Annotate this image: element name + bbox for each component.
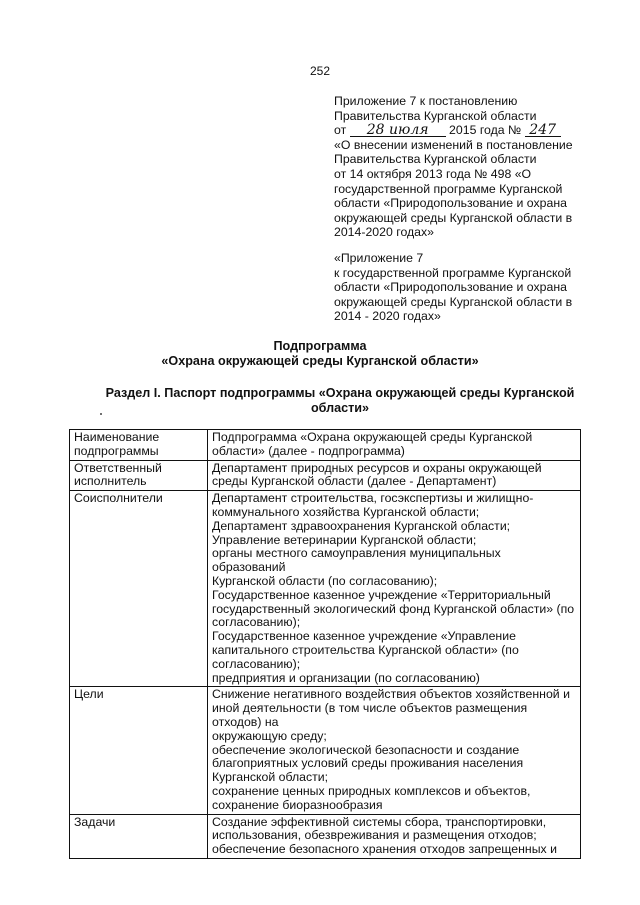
appendix-header (334, 94, 614, 240)
appendix-line: «Приложение 7 (334, 251, 424, 265)
value-line: капитального строительства Курганской области» (по (212, 642, 519, 657)
subprogram-title (0, 339, 640, 369)
appendix-line: Правительства Курганской области (334, 152, 537, 167)
row-value (208, 430, 581, 461)
subprogram-title-line: «Охрана окружающей среды Курганской области» (161, 354, 479, 368)
handwritten-date: 28 июля (350, 124, 446, 137)
value-line: сохранение биоразнообразия (212, 797, 383, 812)
appendix-line: «О внесении изменений в постановление (334, 137, 573, 152)
table-row (70, 430, 581, 461)
from-label: от (334, 123, 347, 138)
row-label (70, 430, 208, 461)
value-line: Снижение негативного воздействия объектов хозяйственной и (212, 687, 570, 702)
appendix-line: окружающей среды Курганской области в (334, 210, 573, 225)
label-line: Наименование (74, 430, 160, 444)
table-row (70, 491, 581, 687)
value-line: предприятия и организации (по согласованию) (212, 670, 480, 685)
value-line: Департамент природных ресурсов и охраны окружающей (212, 460, 542, 475)
row-value (208, 687, 581, 814)
appendix-line: от 14 октября 2013 года № 498 «О (334, 166, 532, 181)
value-line: среды Курганской области (далее - Департамент) (212, 474, 497, 489)
value-line: Департамент здравоохранения Курганской области; (212, 518, 511, 533)
appendix-line: области «Природопользование и охрана (334, 196, 567, 211)
value-line: Государственное казенное учреждение «Территориальный (212, 587, 551, 602)
value-line: органы местного самоуправления муниципальных образований (212, 546, 501, 575)
appendix-line: Правительства Курганской области (334, 108, 537, 123)
value-line: Создание эффективной системы сбора, транспортировки, (212, 814, 547, 829)
appendix-line: области «Природопользование и охрана (334, 280, 567, 295)
label-line: Соисполнители (74, 491, 163, 506)
value-line: сохранение ценных природных комплексов и объектов, (212, 783, 531, 798)
appendix-line: окружающей среды Курганской области в (334, 294, 573, 309)
table-row (70, 687, 581, 814)
value-line: согласованию); (212, 656, 301, 671)
row-value (208, 814, 581, 858)
value-line: Департамент строительства, госэкспертизы и жилищно- (212, 491, 534, 506)
row-value (208, 491, 581, 687)
handwritten-number: 247 (525, 124, 561, 137)
label-line: Задачи (74, 814, 116, 829)
section-title-line: Раздел I. Паспорт подпрограммы «Охрана окружающей среды Курганской (105, 386, 575, 400)
row-label (70, 814, 208, 858)
appendix-line: к государственной программе Курганской (334, 265, 572, 280)
subprogram-title-line: Подпрограмма (273, 339, 367, 353)
value-line: Управление ветеринарии Курганской области; (212, 532, 477, 547)
section-title-line: области» (310, 401, 370, 415)
label-line: исполнитель (74, 474, 147, 489)
value-line: благоприятных условий среды проживания населения (212, 756, 524, 771)
value-line: обеспечение безопасного хранения отходов запрещенных и (212, 842, 557, 857)
appendix-line: 2014-2020 годах» (334, 225, 435, 240)
value-line: Курганской области; (212, 770, 329, 785)
value-line: иной деятельности (в том числе объектов размещения отходов) на (212, 701, 528, 729)
appendix-line: 2014 - 2020 годах» (334, 309, 441, 324)
value-line: коммунального хозяйства Курганской области; (212, 504, 480, 519)
value-line: Подпрограмма «Охрана окружающей среды Курганской (212, 430, 533, 444)
table-row (70, 460, 581, 491)
value-line: Курганской области (по согласованию); (212, 573, 438, 588)
value-line: области» (далее - подпрограмма) (212, 443, 405, 458)
appendix-line: Приложение 7 к постановлению (334, 94, 518, 108)
appendix-line: государственной программе Курганской (334, 181, 563, 196)
row-value (208, 460, 581, 491)
row-label (70, 460, 208, 491)
label-line: Цели (74, 687, 104, 702)
year-text: 2015 года № (449, 123, 522, 138)
passport-table (69, 429, 581, 859)
scan-speck (100, 413, 102, 415)
value-line: согласованию); (212, 615, 301, 630)
row-label (70, 491, 208, 687)
label-line: подпрограммы (74, 443, 159, 458)
label-line: Ответственный (74, 460, 162, 475)
value-line: окружающую среду; (212, 728, 327, 743)
program-appendix-header (334, 251, 614, 324)
value-line: государственный экологический фонд Курганской области» (по (212, 601, 575, 616)
value-line: использования, обезвреживания и размещения отходов; (212, 828, 537, 843)
page-number: 252 (309, 64, 331, 78)
value-line: Государственное казенное учреждение «Управление (212, 629, 516, 644)
appendix-date-line (334, 123, 614, 138)
section-title (60, 386, 620, 416)
value-line: обеспечение экологической безопасности и создание (212, 742, 520, 757)
row-label (70, 687, 208, 814)
table-row (70, 814, 581, 858)
